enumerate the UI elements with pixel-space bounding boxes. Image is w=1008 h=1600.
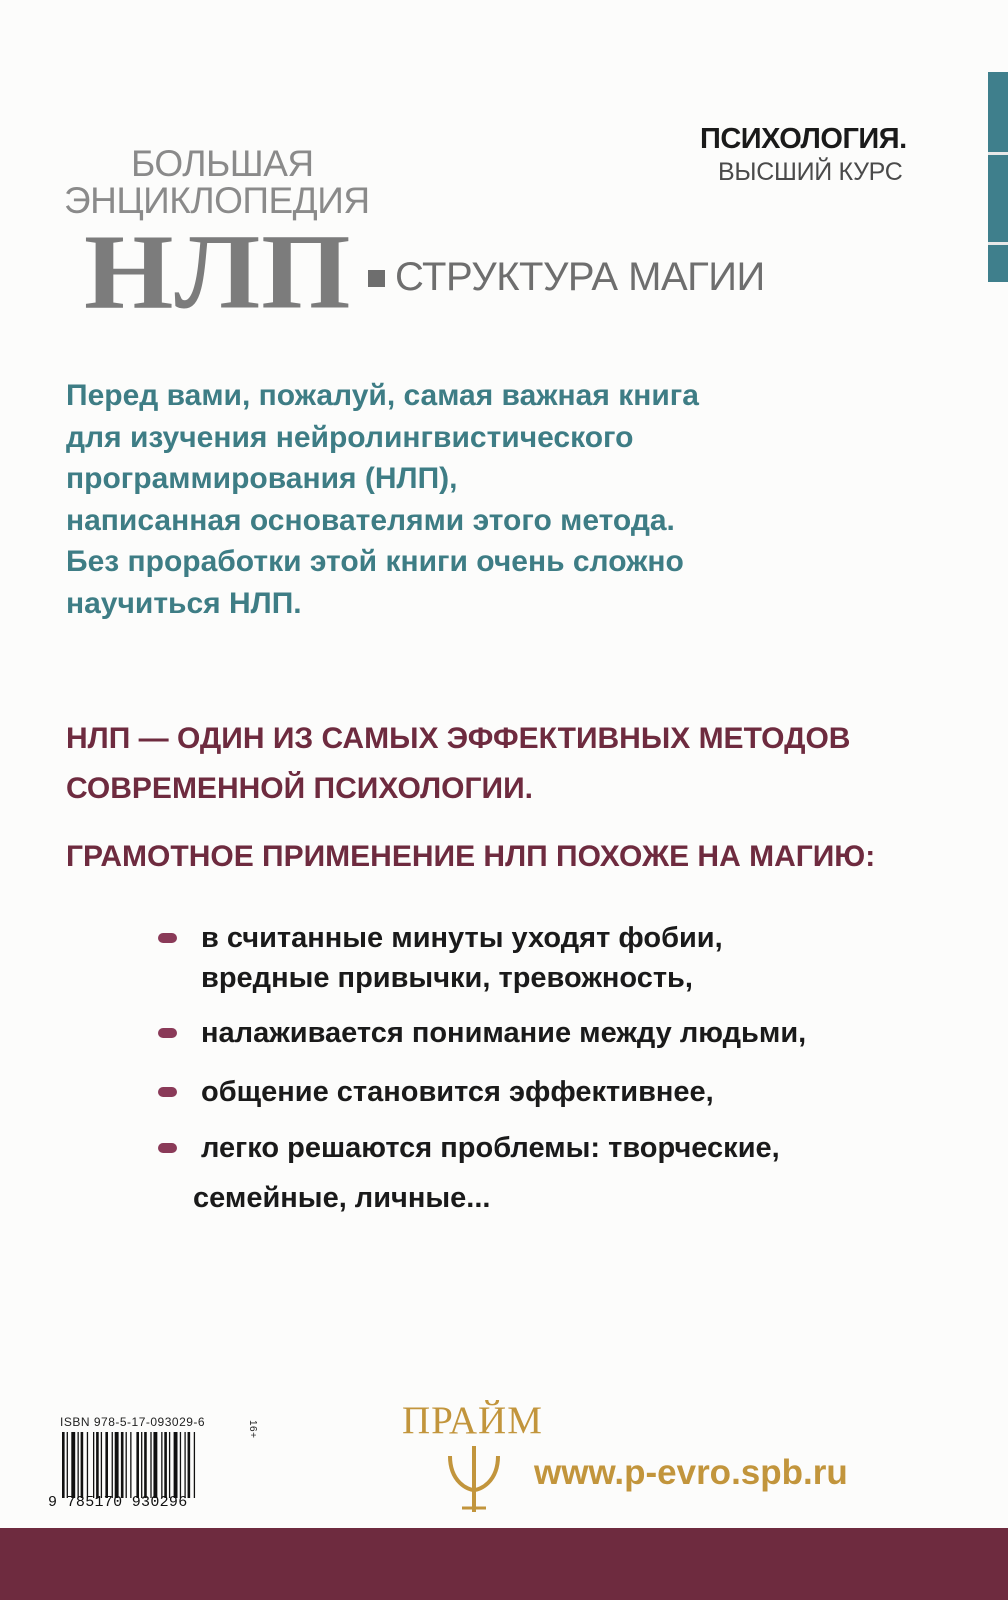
claim-line: СОВРЕМЕННОЙ ПСИХОЛОГИИ. [66, 772, 533, 805]
bullet-marker-icon [158, 1143, 177, 1153]
bullet-text: в считанные минуты уходят фобии, [201, 922, 723, 954]
barcode-image [62, 1432, 238, 1498]
intro-line: программирования (НЛП), [66, 462, 458, 495]
bullet-text-continued: семейные, личные... [193, 1182, 491, 1214]
publisher-logo-icon [444, 1438, 504, 1514]
claim-paragraph [66, 714, 946, 814]
intro-paragraph [66, 375, 946, 624]
bullet-text: легко решаются проблемы: творческие, [201, 1132, 780, 1164]
bullet-text: общение становится эффективнее, [201, 1076, 714, 1108]
barcode-digits: 9 785170 930296 [48, 1494, 188, 1511]
benefits-heading: ГРАМОТНОЕ ПРИМЕНЕНИЕ НЛП ПОХОЖЕ НА МАГИЮ: [66, 840, 876, 873]
spine-color-strip [988, 72, 1008, 282]
book-subtitle: СТРУКТУРА МАГИИ [395, 255, 765, 299]
isbn-label: ISBN 978-5-17-093029-6 [60, 1415, 206, 1429]
bullet-text: налаживается понимание между людьми, [201, 1017, 807, 1049]
book-title-line2: ЭНЦИКЛОПЕДИЯ [64, 180, 370, 221]
bullet-marker-icon [158, 933, 177, 943]
book-main-title: НЛП [84, 212, 352, 331]
age-rating-code: 16+ [247, 1420, 258, 1439]
intro-line: написанная основателями этого метода. [66, 503, 675, 537]
bullet-marker-icon [158, 1087, 177, 1097]
book-title-line1: БОЛЬШАЯ [131, 143, 314, 184]
series-title: ПСИХОЛОГИЯ. [700, 123, 907, 155]
bullet-marker-icon [158, 1028, 177, 1038]
separator-square-icon [368, 270, 385, 287]
publisher-name: ПРАЙМ [402, 1399, 543, 1442]
bottom-color-bar [0, 1528, 1008, 1600]
claim-line: НЛП — ОДИН ИЗ САМЫХ ЭФФЕКТИВНЫХ МЕТОДОВ [66, 722, 851, 755]
intro-line: Перед вами, пожалуй, самая важная книга [66, 379, 699, 412]
series-subtitle: ВЫСШИЙ КУРС [718, 158, 903, 186]
bullet-text-continued: вредные привычки, тревожность, [201, 962, 693, 994]
intro-line: научиться НЛП. [66, 586, 302, 620]
publisher-website-link[interactable]: www.p-evro.spb.ru [534, 1453, 848, 1492]
intro-line: для изучения нейролингвистического [66, 420, 634, 454]
intro-line: Без проработки этой книги очень сложно [66, 545, 684, 578]
